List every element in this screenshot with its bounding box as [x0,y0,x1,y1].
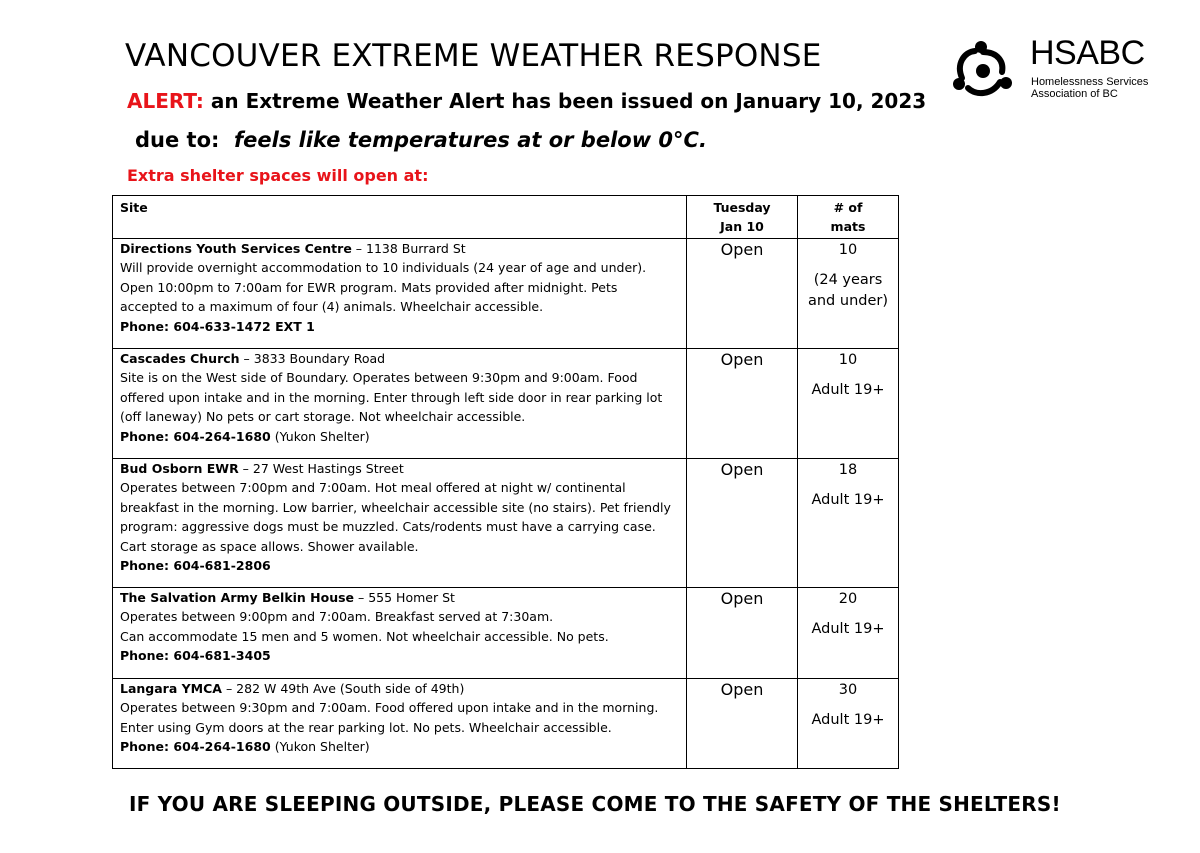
page-title: VANCOUVER EXTREME WEATHER RESPONSE [125,38,822,74]
hsabc-logo [948,34,1149,104]
header-day-line2: Jan 10 [720,219,764,235]
site-phone: Phone: 604-681-2806 [120,558,271,574]
due-to-line [135,128,707,152]
header-day-line1: Tuesday [713,200,771,215]
header-mats-line1: # of [833,200,863,215]
site-address: – 3833 Boundary Road [239,351,386,366]
mats-cell [798,349,899,459]
site-cell [113,588,687,679]
status-cell: Open [687,588,798,679]
site-phone: Phone: 604-264-1680 [120,739,271,755]
table-header-row [113,196,899,239]
site-address: – 27 West Hastings Street [238,461,404,476]
site-phone: Phone: 604-633-1472 EXT 1 [120,318,315,334]
site-detail: accepted to a maximum of four (4) animals. Wheelchair accessible. [120,299,544,315]
header-day [687,196,798,239]
logo-subtitle-line1: Homelessness Services [1031,76,1149,88]
header-site: Site [113,196,687,239]
mats-cell [798,459,899,588]
site-cell [113,349,687,459]
table-row [113,239,899,349]
site-detail: Cart storage as space allows. Shower available. [120,538,419,554]
status-cell: Open [687,459,798,588]
due-to-reason: feels like temperatures at or below 0°C. [234,128,707,152]
mats-count: 18 [838,462,858,478]
mats-note: Adult 19+ [811,712,885,728]
site-cell [113,459,687,588]
mats-note: Adult 19+ [811,621,885,637]
site-name: The Salvation Army Belkin House [120,590,355,605]
logo-subtitle-line2: Association of BC [1031,88,1118,100]
site-address: – 555 Homer St [354,590,455,605]
table-row [113,679,899,769]
site-cell [113,239,687,349]
site-detail: Operates between 9:30pm and 7:00am. Food offered upon intake and in the morning. [120,700,659,716]
site-detail: Operates between 7:00pm and 7:00am. Hot meal offered at night w/ continental [120,480,626,496]
site-detail: (off laneway) No pets or cart storage. Not wheelchair accessible. [120,409,526,425]
status-cell: Open [687,239,798,349]
site-detail: Open 10:00pm to 7:00am for EWR program. Mats provided after midnight. Pets [120,279,618,295]
site-address: – 1138 Burrard St [351,241,466,256]
site-detail: Can accommodate 15 men and 5 women. Not wheelchair accessible. No pets. [120,628,609,644]
site-cell [113,679,687,769]
site-detail: Site is on the West side of Boundary. Operates between 9:30pm and 9:00am. Food [120,370,638,386]
mats-count: 10 [838,352,858,368]
due-to-prefix: due to: [135,128,220,152]
site-detail: Operates between 9:00pm and 7:00am. Breakfast served at 7:30am. [120,609,554,625]
site-detail: Will provide overnight accommodation to 10 individuals (24 year of age and under). [120,260,647,276]
site-name: Langara YMCA [120,681,222,696]
mats-count: 20 [838,591,858,607]
mats-cell [798,588,899,679]
site-detail: offered upon intake and in the morning. Enter through left side door in rear parking lot [120,389,663,405]
table-row [113,349,899,459]
footer-message: IF YOU ARE SLEEPING OUTSIDE, PLEASE COME TO THE SAFETY OF THE SHELTERS! [129,792,1061,816]
alert-line [127,89,926,113]
mats-note: Adult 19+ [811,492,885,508]
status-cell: Open [687,349,798,459]
site-phone: Phone: 604-264-1680 [120,428,271,444]
site-detail: program: aggressive dogs must be muzzled. Cats/rodents must have a carrying case. [120,519,656,535]
logo-subtitle [1031,76,1148,100]
site-name: Cascades Church [120,351,240,366]
site-phone-note: (Yukon Shelter) [270,739,370,755]
header-mats-line2: mats [830,219,866,235]
status-cell: Open [687,679,798,769]
mats-note: (24 years [813,272,883,288]
mats-count: 10 [838,242,858,258]
site-phone: Phone: 604-681-3405 [120,648,271,664]
site-detail: breakfast in the morning. Low barrier, wheelchair accessible site (no stairs). Pet friendly [120,499,671,515]
hsabc-emblem-icon [948,38,1018,104]
alert-label: ALERT: [127,89,204,113]
mats-count: 30 [838,682,858,698]
mats-cell [798,679,899,769]
site-phone-note: (Yukon Shelter) [270,428,370,444]
header-mats [798,196,899,239]
alert-text: an Extreme Weather Alert has been issued on January 10, 2023 [203,89,927,113]
site-address: – 282 W 49th Ave (South side of 49th) [221,681,465,696]
mats-note: Adult 19+ [811,382,885,398]
table-row [113,459,899,588]
site-name: Bud Osborn EWR [120,461,239,476]
extra-spaces-note: Extra shelter spaces will open at: [127,166,429,185]
site-name: Directions Youth Services Centre [120,241,352,256]
table-row [113,588,899,679]
mats-note: and under) [807,293,888,309]
mats-cell [798,239,899,349]
site-detail: Enter using Gym doors at the rear parking lot. No pets. Wheelchair accessible. [120,719,612,735]
shelter-table [112,195,899,769]
logo-wordmark: HSABC [1030,34,1145,72]
